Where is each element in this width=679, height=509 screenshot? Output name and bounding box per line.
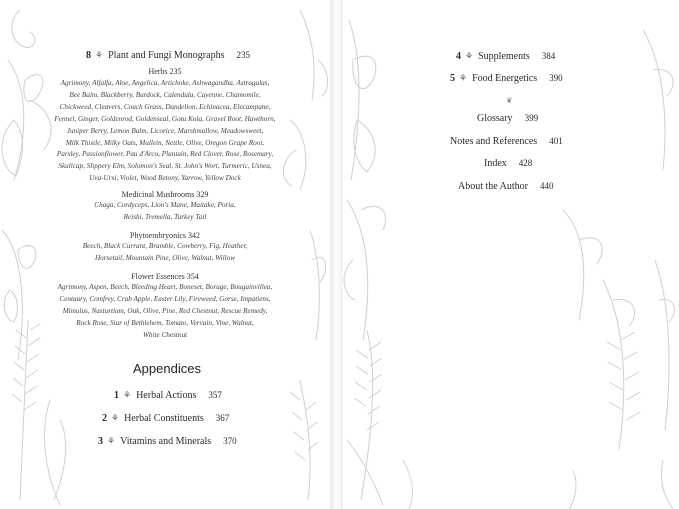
toc-about-the-author[interactable] <box>458 181 554 192</box>
leaf-icon: ⚘ <box>465 51 474 61</box>
list-line: Juniper Berry, Lemon Balm, Licorice, Marshmallow, Meadowsweet, <box>66 126 264 135</box>
leaf-icon: ⚘ <box>95 50 104 60</box>
list-line: Chaga, Cordyceps, Lion's Mane, Maitake, Poria, <box>94 201 236 209</box>
back-matter-title: Index <box>484 158 507 169</box>
toc-index[interactable] <box>484 158 532 169</box>
chapter-title: Plant and Fungi Monographs <box>108 50 225 61</box>
appendices-heading: Appendices <box>133 361 201 376</box>
appendix-title: Herbal Constituents <box>124 413 204 424</box>
section-heading-herbs: Herbs 235 <box>148 67 182 76</box>
page-number: 401 <box>549 136 563 146</box>
list-line: Milk Thistle, Milky Oats, Mullein, Nettle, Olive, Oregon Grape Root, <box>65 138 265 147</box>
list-line: Chickweed, Cleavers, Couch Grass, Dandelion, Echinacea, Elecampane, <box>59 102 271 111</box>
toc-appendix-5[interactable] <box>450 73 563 84</box>
right-page <box>343 0 679 509</box>
list-line: Fennel, Ginger, Goldenrod, Goldenseal, Gotu Kola, Gravel Root, Hawthorn, <box>54 114 276 123</box>
appendix-title: Food Energetics <box>472 73 538 84</box>
section-heading-flower-essences: Flower Essences 354 <box>131 272 199 281</box>
list-line: Agrimony, Alfalfa, Aloe, Angelica, Artichoke, Ashwagandha, Astragalus, <box>60 79 270 87</box>
toc-appendix-3[interactable] <box>98 436 237 447</box>
page-number: 428 <box>518 158 533 168</box>
appendix-number: 4 <box>456 51 461 62</box>
back-matter-title: Notes and References <box>450 136 538 147</box>
list-line: Beech, Black Currant, Bramble, Cowberry, Fig, Heather, <box>82 242 248 250</box>
page-number: 235 <box>236 50 250 60</box>
section-heading-phytoembryonics: Phytoembryonics 342 <box>130 231 200 240</box>
left-page <box>0 0 330 509</box>
list-line: Rock Rose, Star of Bethlehem, Tomato, Vervain, Vine, Walnut, <box>76 318 254 327</box>
appendix-title: Herbal Actions <box>136 390 197 401</box>
appendix-number: 5 <box>450 73 455 84</box>
toc-glossary[interactable] <box>477 113 538 124</box>
appendix-number: 1 <box>114 390 119 401</box>
back-matter-title: About the Author <box>458 181 528 192</box>
toc-appendix-2[interactable] <box>102 413 229 424</box>
leaf-icon: ⚘ <box>459 73 468 83</box>
sprig-icon: ❦ <box>506 96 513 105</box>
list-line: Horsetail, Mountain Pine, Olive, Walnut, Willow <box>94 253 236 262</box>
page-number: 370 <box>223 436 237 446</box>
list-line: Uva-Ursi, Violet, Wood Betony, Yarrow, Yellow Dock <box>89 174 241 183</box>
list-line: White Chestnut <box>142 330 188 339</box>
page-number: 384 <box>541 51 556 61</box>
toc-appendix-1[interactable] <box>114 390 222 401</box>
section-list-phytoembryonics <box>40 241 290 265</box>
leaf-icon: ⚘ <box>123 390 132 400</box>
list-line: Agrimony, Aspen, Beech, Bleeding Heart, Boneset, Borage, Bougainvillea, <box>57 283 273 291</box>
chapter-number: 8 <box>86 50 91 61</box>
appendix-title: Vitamins and Minerals <box>120 436 212 447</box>
leaf-icon: ⚘ <box>111 413 120 423</box>
page-number: 357 <box>208 390 222 400</box>
section-list-flower-essences <box>40 282 290 342</box>
list-line: Centaury, Comfrey, Crab Apple, Easter Lily, Fireweed, Gorse, Impatiens, <box>59 294 271 303</box>
leaf-icon: ⚘ <box>107 436 116 446</box>
toc-notes-and-references[interactable] <box>450 136 563 147</box>
list-line: Parsley, Passionflower, Pau d'Arco, Plantain, Red Clover, Rose, Rosemary, <box>56 150 274 159</box>
appendix-title: Supplements <box>478 51 530 62</box>
toc-appendix-4[interactable] <box>456 51 555 62</box>
list-line: Mimulus, Nasturtium, Oak, Olive, Pine, Red Chestnut, Rescue Remedy, <box>62 306 268 315</box>
toc-chapter-8[interactable] <box>86 50 250 61</box>
page-number: 390 <box>549 73 563 83</box>
page-number: 440 <box>540 181 554 191</box>
section-list-mushrooms <box>40 200 290 224</box>
list-line: Bee Balm, Blackberry, Burdock, Calendula, Cayenne, Chamomile, <box>69 90 261 99</box>
section-heading-mushrooms: Medicinal Mushrooms 329 <box>121 190 209 199</box>
appendix-number: 2 <box>102 413 107 424</box>
appendix-number: 3 <box>98 436 103 447</box>
section-list-herbs <box>40 78 290 185</box>
book-gutter <box>330 0 343 509</box>
page-number: 367 <box>215 413 230 423</box>
page-number: 399 <box>524 113 539 123</box>
back-matter-title: Glossary <box>477 113 513 124</box>
list-line: Reishi, Tremella, Turkey Tail <box>123 212 207 221</box>
list-line: Skullcap, Slippery Elm, Solomon's Seal, St. John's Wort, Turmeric, Usnea, <box>58 162 272 171</box>
